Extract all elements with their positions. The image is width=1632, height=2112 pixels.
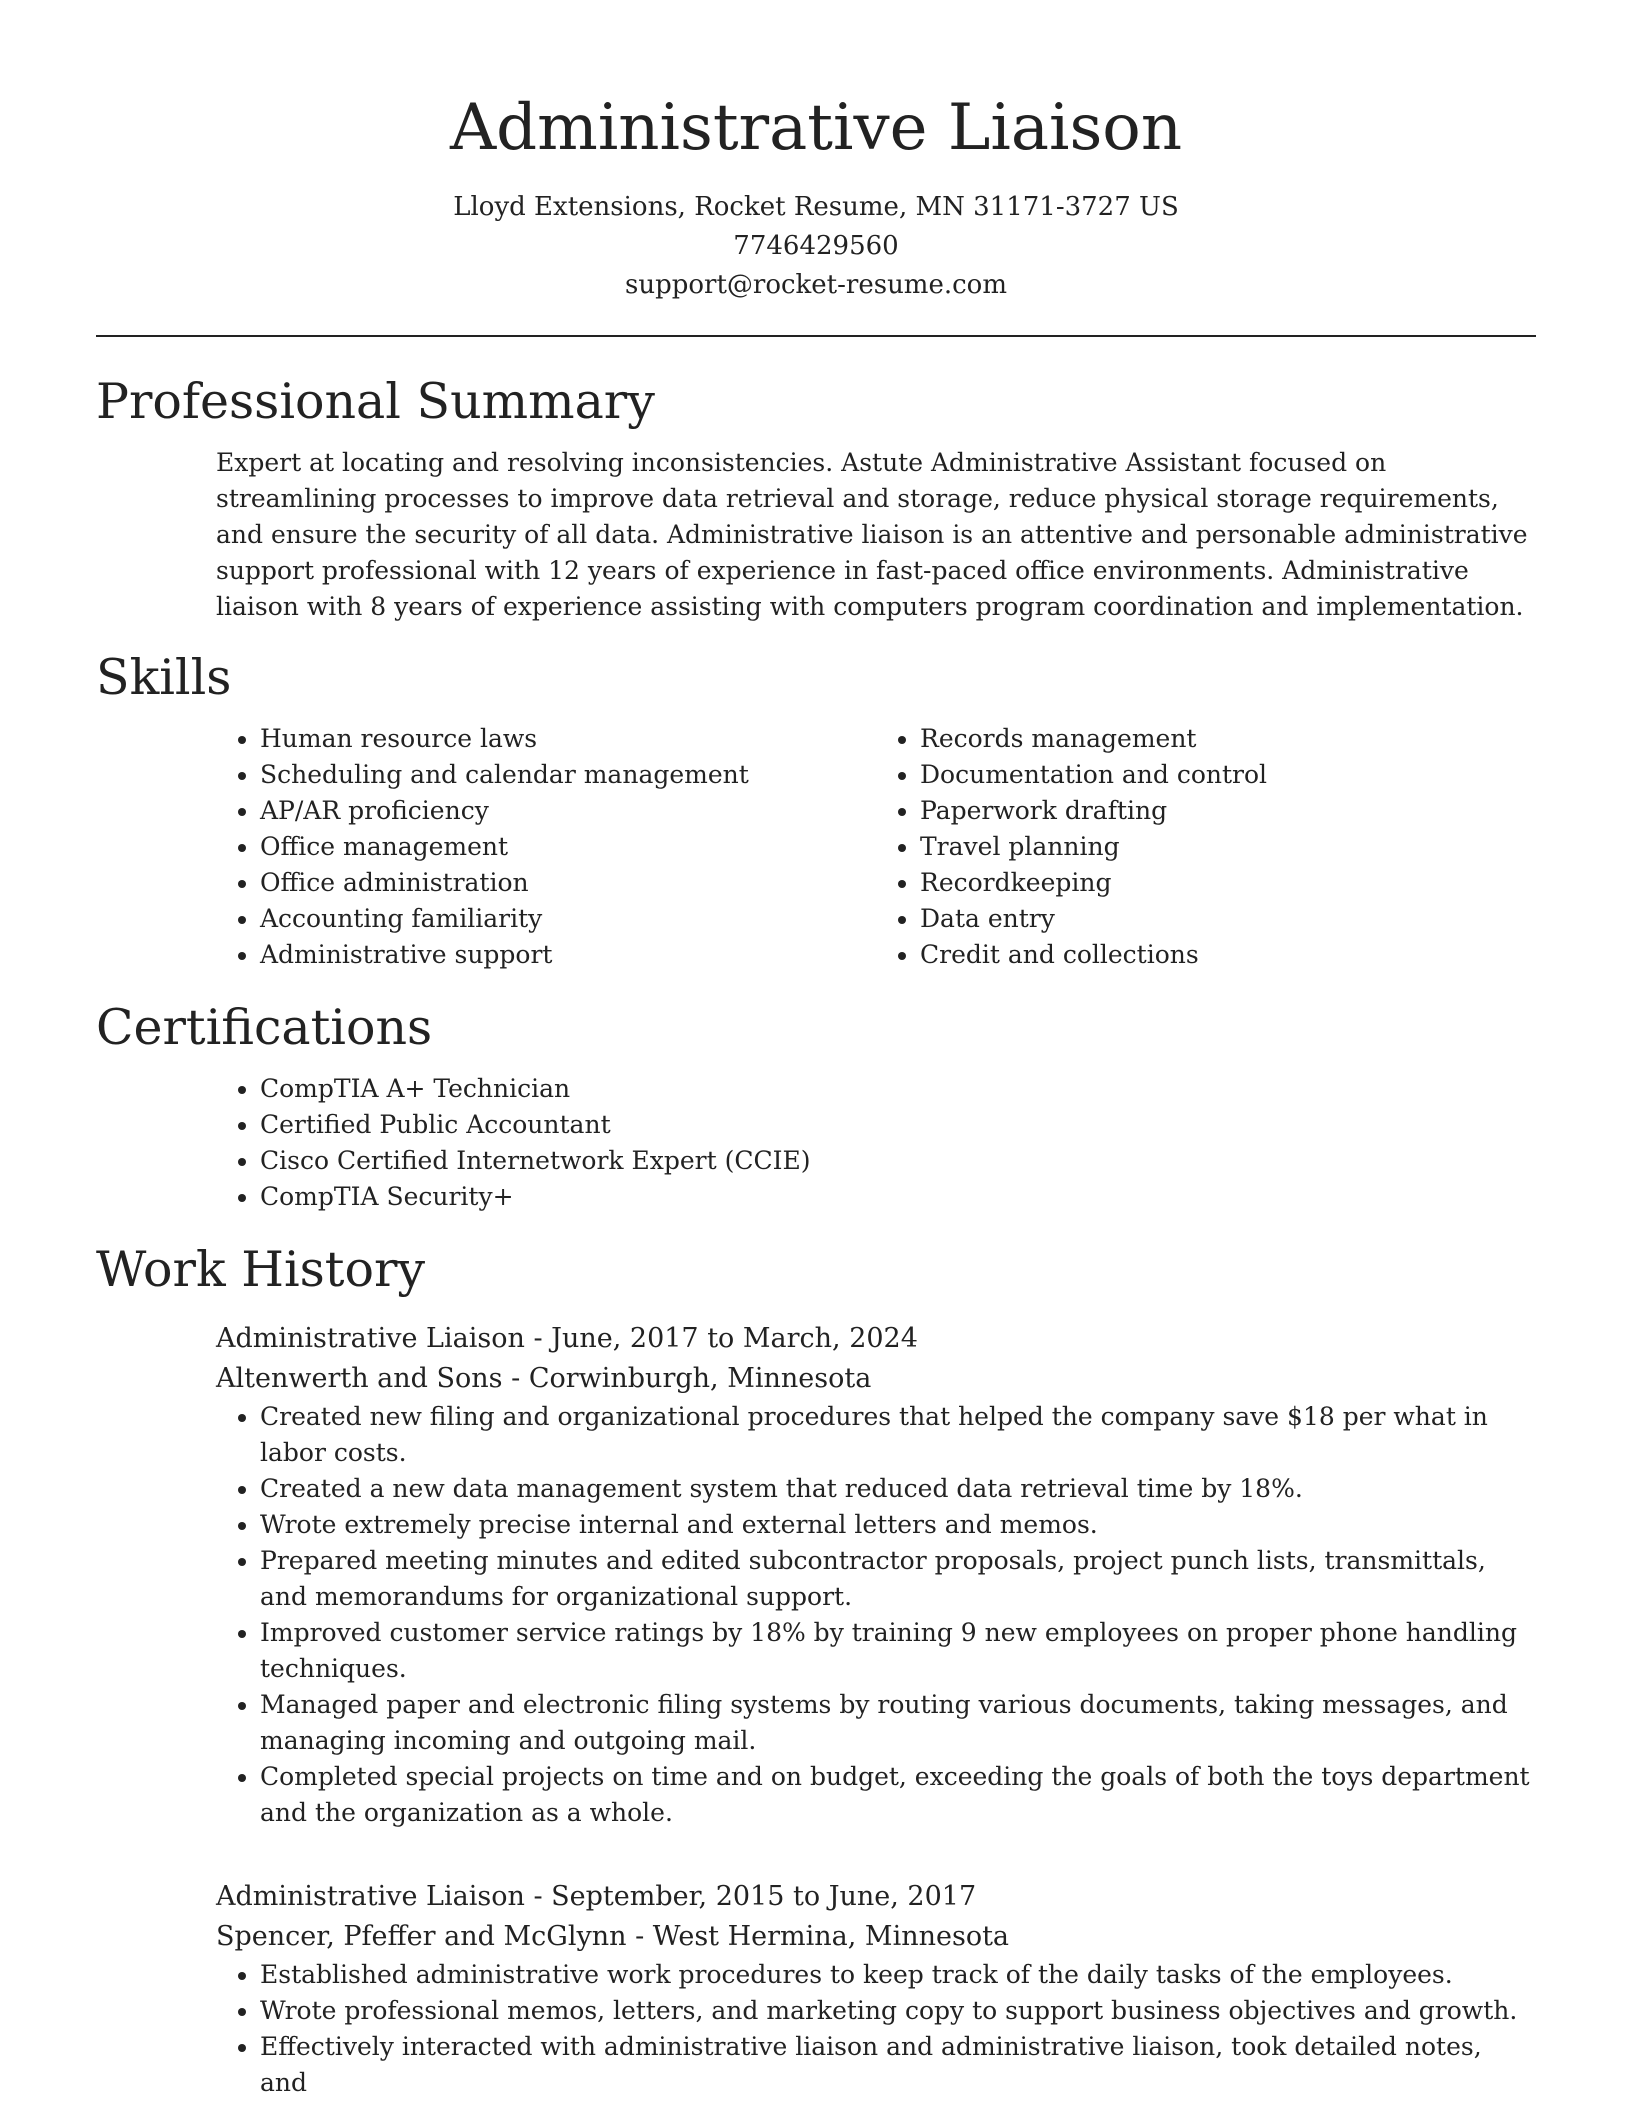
job-company: Spencer, Pfeffer and McGlynn	[216, 1921, 627, 1952]
certification-item: • CompTIA A+ Technician	[260, 1071, 1536, 1107]
job-bullets	[216, 1957, 1536, 2101]
job-bullet: • Managed paper and electronic filing systems by routing various documents, taking messages, and managing incoming and outgoing mail.	[260, 1687, 1536, 1759]
skill-item: • Accounting familiarity	[260, 901, 876, 937]
skills-list-right	[876, 721, 1536, 973]
job-company-line	[216, 1917, 1536, 1957]
skill-item: • Administrative support	[260, 937, 876, 973]
skills-list-left	[216, 721, 876, 973]
job-bullet: • Created a new data management system that reduced data retrieval time by 18%.	[260, 1471, 1536, 1507]
job-entry	[216, 1319, 1536, 1831]
job-role: Administrative Liaison	[216, 1323, 525, 1354]
job-bullets	[216, 1399, 1536, 1831]
skill-item: • Paperwork drafting	[920, 793, 1536, 829]
job-entry	[216, 1877, 1536, 2101]
summary-heading: Professional Summary	[96, 373, 655, 430]
resume-page	[96, 0, 1536, 2101]
certification-item: • Certified Public Accountant	[260, 1107, 1536, 1143]
contact-block	[96, 188, 1536, 305]
job-location: - West Hermina, Minnesota	[626, 1921, 1010, 1952]
job-bullet: • Wrote professional memos, letters, and marketing copy to support business objectives and growth.	[260, 1993, 1536, 2029]
job-dates: - June, 2017 to March, 2024	[524, 1323, 918, 1354]
skill-item: • Human resource laws	[260, 721, 876, 757]
job-location: - Corwinburgh, Minnesota	[502, 1363, 872, 1394]
certifications-heading: Certifications	[96, 999, 433, 1056]
job-bullet: • Created new filing and organizational procedures that helped the company save $18 per what in labor costs.	[260, 1399, 1536, 1471]
work-history-heading: Work History	[96, 1241, 426, 1298]
skill-item: • Office administration	[260, 865, 876, 901]
skill-item: • Recordkeeping	[920, 865, 1536, 901]
job-title-line	[216, 1877, 1536, 1917]
header-divider	[96, 335, 1536, 337]
contact-phone: 7746429560	[733, 231, 899, 261]
skill-item: • Office management	[260, 829, 876, 865]
skill-item: • Travel planning	[920, 829, 1536, 865]
job-bullet: • Wrote extremely precise internal and external letters and memos.	[260, 1507, 1536, 1543]
job-bullet: • Completed special projects on time and on budget, exceeding the goals of both the toys department and the organization as a whole.	[260, 1759, 1536, 1831]
resume-name: Administrative Liaison	[449, 91, 1183, 165]
job-company-line	[216, 1359, 1536, 1399]
skill-item: • Credit and collections	[920, 937, 1536, 973]
skill-item: • Records management	[920, 721, 1536, 757]
certifications-list	[216, 1071, 1536, 1215]
skills-columns	[216, 721, 1536, 973]
contact-email: support@rocket-resume.com	[624, 270, 1007, 300]
skill-item: • Scheduling and calendar management	[260, 757, 876, 793]
job-bullet: • Effectively interacted with administrative liaison and administrative liaison, took detailed notes, and	[260, 2029, 1536, 2101]
skill-item: • AP/AR proficiency	[260, 793, 876, 829]
summary-text: Expert at locating and resolving inconsistencies. Astute Administrative Assistant focused on streamlining processes to improve data retrieval and storage, reduce physical storage requirements, and ensure the security of all data. Administrative liaison is an attentive and personable administrative support professional with 12 years of experience in fast-paced office environments. Administrative liaison with 8 years of experience assisting with computers program coordination and implementation.	[216, 448, 1528, 621]
job-bullet: • Established administrative work procedures to keep track of the daily tasks of the employees.	[260, 1957, 1536, 1993]
job-title-line	[216, 1319, 1536, 1359]
certification-item: • CompTIA Security+	[260, 1179, 1536, 1215]
skills-heading: Skills	[96, 649, 232, 706]
job-role: Administrative Liaison	[216, 1881, 525, 1912]
job-dates: - September, 2015 to June, 2017	[524, 1881, 977, 1912]
skill-item: • Data entry	[920, 901, 1536, 937]
job-bullet: • Prepared meeting minutes and edited subcontractor proposals, project punch lists, transmittals, and memorandums for organizational support.	[260, 1543, 1536, 1615]
job-company: Altenwerth and Sons	[216, 1363, 503, 1394]
contact-address: Lloyd Extensions, Rocket Resume, MN 31171-3727 US	[453, 192, 1179, 222]
job-bullet: • Improved customer service ratings by 18% by training 9 new employees on proper phone handling techniques.	[260, 1615, 1536, 1687]
certification-item: • Cisco Certified Internetwork Expert (CCIE)	[260, 1143, 1536, 1179]
skill-item: • Documentation and control	[920, 757, 1536, 793]
